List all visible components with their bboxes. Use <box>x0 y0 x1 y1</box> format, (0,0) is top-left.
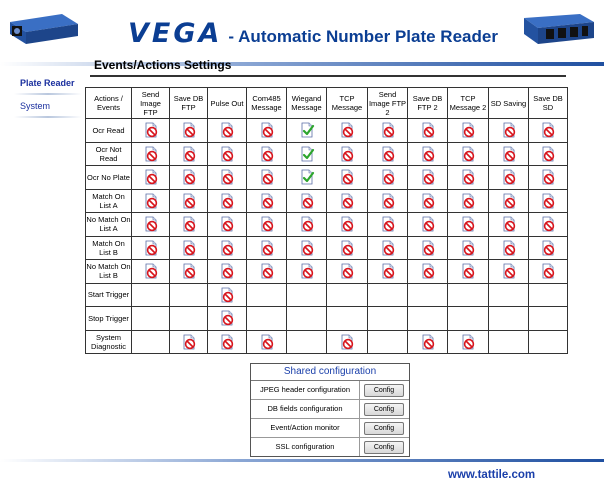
page-title: Events/Actions Settings <box>94 58 232 72</box>
table-cell <box>208 260 247 284</box>
table-cell <box>448 166 489 190</box>
disabled-document-icon[interactable] <box>299 216 315 232</box>
table-cell <box>132 166 170 190</box>
column-header-send-image-ftp: Send Image FTP <box>132 88 170 119</box>
disabled-document-icon[interactable] <box>219 263 235 279</box>
table-cell <box>408 283 448 307</box>
disabled-document-icon[interactable] <box>259 169 275 185</box>
row-label-ocr-read: Ocr Read <box>86 119 132 143</box>
disabled-document-icon[interactable] <box>501 122 517 138</box>
disabled-document-icon[interactable] <box>143 169 159 185</box>
camera-right-icon <box>518 10 598 46</box>
disabled-document-icon[interactable] <box>299 263 315 279</box>
disabled-document-icon[interactable] <box>181 169 197 185</box>
row-label-stop-trigger: Stop Trigger <box>86 307 132 331</box>
disabled-document-icon[interactable] <box>540 240 556 256</box>
enabled-document-check-icon[interactable] <box>299 146 315 162</box>
table-cell <box>170 142 208 166</box>
table-cell <box>368 119 408 143</box>
disabled-document-icon[interactable] <box>219 122 235 138</box>
config-button-jpeg-header-configuration[interactable]: Config <box>364 384 404 397</box>
table-cell <box>489 307 529 331</box>
row-label-start-trigger: Start Trigger <box>86 283 132 307</box>
table-cell <box>132 260 170 284</box>
table-cell <box>489 213 529 237</box>
disabled-document-icon[interactable] <box>339 263 355 279</box>
table-cell <box>327 236 368 260</box>
disabled-document-icon[interactable] <box>420 216 436 232</box>
column-header-save-db-sd: Save DB SD <box>529 88 568 119</box>
table-cell <box>448 213 489 237</box>
table-cell <box>287 330 327 354</box>
disabled-document-icon[interactable] <box>420 334 436 350</box>
table-cell <box>529 283 568 307</box>
table-cell <box>489 142 529 166</box>
table-cell <box>327 142 368 166</box>
row-label-no-match-on-list-a: No Match On List A <box>86 213 132 237</box>
disabled-document-icon[interactable] <box>181 263 197 279</box>
disabled-document-icon[interactable] <box>299 193 315 209</box>
disabled-document-icon[interactable] <box>501 240 517 256</box>
disabled-document-icon[interactable] <box>339 146 355 162</box>
table-cell <box>208 189 247 213</box>
config-button-db-fields-configuration[interactable]: Config <box>364 403 404 416</box>
disabled-document-icon[interactable] <box>219 146 235 162</box>
disabled-document-icon[interactable] <box>339 193 355 209</box>
table-cell <box>170 119 208 143</box>
shared-configuration-title: Shared configuration <box>251 364 409 381</box>
table-cell <box>132 330 170 354</box>
table-cell <box>448 283 489 307</box>
table-cell <box>170 236 208 260</box>
disabled-document-icon[interactable] <box>460 193 476 209</box>
shared-config-row <box>251 399 409 418</box>
table-cell <box>208 213 247 237</box>
table-cell <box>170 330 208 354</box>
table-cell <box>247 189 287 213</box>
column-header-wiegand-message: Wiegand Message <box>287 88 327 119</box>
shared-config-label: JPEG header configuration <box>251 381 360 399</box>
table-cell <box>247 283 287 307</box>
row-label-ocr-no-plate: Ocr No Plate <box>86 166 132 190</box>
events-actions-table <box>85 87 568 354</box>
table-cell <box>368 189 408 213</box>
row-label-match-on-list-b: Match On List B <box>86 236 132 260</box>
disabled-document-icon[interactable] <box>540 216 556 232</box>
disabled-document-icon[interactable] <box>219 310 235 326</box>
disabled-document-icon[interactable] <box>259 146 275 162</box>
disabled-document-icon[interactable] <box>259 240 275 256</box>
table-cell <box>529 260 568 284</box>
table-cell <box>247 260 287 284</box>
disabled-document-icon[interactable] <box>460 263 476 279</box>
table-cell <box>448 330 489 354</box>
table-cell <box>368 142 408 166</box>
table-cell <box>448 260 489 284</box>
disabled-document-icon[interactable] <box>420 146 436 162</box>
disabled-document-icon[interactable] <box>380 263 396 279</box>
header-divider <box>0 62 604 66</box>
table-cell <box>489 283 529 307</box>
table-cell <box>529 142 568 166</box>
disabled-document-icon[interactable] <box>501 263 517 279</box>
table-cell <box>448 119 489 143</box>
table-cell <box>208 330 247 354</box>
table-cell <box>489 236 529 260</box>
disabled-document-icon[interactable] <box>380 169 396 185</box>
table-cell <box>327 283 368 307</box>
disabled-document-icon[interactable] <box>181 146 197 162</box>
disabled-document-icon[interactable] <box>219 334 235 350</box>
disabled-document-icon[interactable] <box>181 122 197 138</box>
table-cell <box>529 213 568 237</box>
row-label-match-on-list-a: Match On List A <box>86 189 132 213</box>
disabled-document-icon[interactable] <box>143 193 159 209</box>
brand-logo <box>128 18 498 48</box>
column-header-sd-saving: SD Saving <box>489 88 529 119</box>
table-cell <box>368 307 408 331</box>
table-cell <box>170 260 208 284</box>
disabled-document-icon[interactable] <box>380 146 396 162</box>
table-cell <box>247 166 287 190</box>
table-cell <box>408 236 448 260</box>
shared-config-row <box>251 381 409 399</box>
table-cell <box>132 236 170 260</box>
disabled-document-icon[interactable] <box>259 263 275 279</box>
table-cell <box>327 330 368 354</box>
footer-divider <box>0 459 604 462</box>
disabled-document-icon[interactable] <box>143 146 159 162</box>
table-cell <box>408 307 448 331</box>
shared-config-label: SSL configuration <box>251 438 360 456</box>
disabled-document-icon[interactable] <box>299 240 315 256</box>
footer-website-link[interactable]: www.tattile.com <box>448 469 536 481</box>
sidebar <box>14 74 82 120</box>
disabled-document-icon[interactable] <box>501 169 517 185</box>
table-cell <box>170 307 208 331</box>
table-cell <box>368 213 408 237</box>
enabled-document-check-icon[interactable] <box>299 169 315 185</box>
disabled-document-icon[interactable] <box>143 216 159 232</box>
disabled-document-icon[interactable] <box>540 193 556 209</box>
disabled-document-icon[interactable] <box>339 169 355 185</box>
disabled-document-icon[interactable] <box>219 216 235 232</box>
disabled-document-icon[interactable] <box>420 193 436 209</box>
table-row <box>86 260 568 284</box>
disabled-document-icon[interactable] <box>339 122 355 138</box>
row-label-ocr-not-read: Ocr Not Read <box>86 142 132 166</box>
table-cell <box>287 307 327 331</box>
table-cell <box>247 307 287 331</box>
table-row <box>86 166 568 190</box>
disabled-document-icon[interactable] <box>143 122 159 138</box>
shared-config-label: Event/Action monitor <box>251 419 360 437</box>
brand-subtitle: - Automatic Number Plate Reader <box>228 27 498 46</box>
table-cell <box>287 189 327 213</box>
table-row <box>86 189 568 213</box>
disabled-document-icon[interactable] <box>460 122 476 138</box>
disabled-document-icon[interactable] <box>181 240 197 256</box>
table-cell <box>327 307 368 331</box>
disabled-document-icon[interactable] <box>501 216 517 232</box>
table-cell <box>208 142 247 166</box>
disabled-document-icon[interactable] <box>380 122 396 138</box>
disabled-document-icon[interactable] <box>460 146 476 162</box>
disabled-document-icon[interactable] <box>501 146 517 162</box>
table-cell <box>247 119 287 143</box>
disabled-document-icon[interactable] <box>460 216 476 232</box>
row-label-system-diagnostic: System Diagnostic <box>86 330 132 354</box>
column-header-tcp-message-2: TCP Message 2 <box>448 88 489 119</box>
table-cell <box>327 166 368 190</box>
table-row <box>86 307 568 331</box>
table-row <box>86 236 568 260</box>
table-header-row <box>86 88 568 119</box>
disabled-document-icon[interactable] <box>540 263 556 279</box>
table-cell <box>170 213 208 237</box>
disabled-document-icon[interactable] <box>540 146 556 162</box>
table-cell <box>327 213 368 237</box>
table-row <box>86 283 568 307</box>
table-cell <box>132 213 170 237</box>
table-cell <box>489 330 529 354</box>
table-cell <box>287 119 327 143</box>
disabled-document-icon[interactable] <box>181 193 197 209</box>
table-cell <box>327 119 368 143</box>
table-cell <box>448 236 489 260</box>
table-cell <box>408 142 448 166</box>
disabled-document-icon[interactable] <box>420 169 436 185</box>
sidebar-item-plate-reader[interactable]: Plate Reader <box>20 78 75 88</box>
disabled-document-icon[interactable] <box>259 122 275 138</box>
table-cell <box>408 119 448 143</box>
disabled-document-icon[interactable] <box>259 193 275 209</box>
table-cell <box>170 283 208 307</box>
table-cell <box>247 236 287 260</box>
table-cell <box>247 213 287 237</box>
table-cell <box>247 330 287 354</box>
enabled-document-check-icon[interactable] <box>299 122 315 138</box>
table-cell <box>132 142 170 166</box>
table-cell <box>208 166 247 190</box>
table-cell <box>132 283 170 307</box>
table-cell <box>170 166 208 190</box>
column-header-save-db-ftp-2: Save DB FTP 2 <box>408 88 448 119</box>
table-cell <box>287 236 327 260</box>
table-cell <box>529 307 568 331</box>
disabled-document-icon[interactable] <box>259 216 275 232</box>
table-cell <box>529 189 568 213</box>
table-cell <box>208 283 247 307</box>
shared-config-row <box>251 418 409 437</box>
column-header-com485-message: Com485 Message <box>247 88 287 119</box>
column-header-save-db-ftp: Save DB FTP <box>170 88 208 119</box>
disabled-document-icon[interactable] <box>219 240 235 256</box>
disabled-document-icon[interactable] <box>339 334 355 350</box>
row-label-no-match-on-list-b: No Match On List B <box>86 260 132 284</box>
disabled-document-icon[interactable] <box>259 334 275 350</box>
shared-configuration-panel <box>250 363 410 457</box>
sidebar-item-system[interactable]: System <box>20 101 51 111</box>
disabled-document-icon[interactable] <box>501 193 517 209</box>
table-cell <box>489 189 529 213</box>
table-cell <box>448 307 489 331</box>
disabled-document-icon[interactable] <box>460 334 476 350</box>
table-cell <box>408 330 448 354</box>
table-cell <box>529 119 568 143</box>
table-cell <box>489 166 529 190</box>
table-cell <box>368 330 408 354</box>
column-header-actions-events: Actions / Events <box>86 88 132 119</box>
disabled-document-icon[interactable] <box>420 263 436 279</box>
camera-left-icon <box>4 10 84 46</box>
table-cell <box>287 260 327 284</box>
disabled-document-icon[interactable] <box>143 240 159 256</box>
shared-config-label: DB fields configuration <box>251 400 360 418</box>
table-row <box>86 213 568 237</box>
disabled-document-icon[interactable] <box>420 240 436 256</box>
disabled-document-icon[interactable] <box>540 169 556 185</box>
table-cell <box>368 236 408 260</box>
table-cell <box>529 166 568 190</box>
config-button-ssl-configuration[interactable]: Config <box>364 441 404 454</box>
table-cell <box>408 213 448 237</box>
disabled-document-icon[interactable] <box>380 193 396 209</box>
disabled-document-icon[interactable] <box>339 240 355 256</box>
table-cell <box>368 260 408 284</box>
disabled-document-icon[interactable] <box>339 216 355 232</box>
table-cell <box>287 142 327 166</box>
disabled-document-icon[interactable] <box>143 263 159 279</box>
table-row <box>86 142 568 166</box>
table-cell <box>208 119 247 143</box>
disabled-document-icon[interactable] <box>219 193 235 209</box>
table-cell <box>208 307 247 331</box>
column-header-pulse-out: Pulse Out <box>208 88 247 119</box>
disabled-document-icon[interactable] <box>460 169 476 185</box>
table-cell <box>489 119 529 143</box>
table-cell <box>408 189 448 213</box>
table-cell <box>287 166 327 190</box>
disabled-document-icon[interactable] <box>181 216 197 232</box>
disabled-document-icon[interactable] <box>420 122 436 138</box>
table-cell <box>287 213 327 237</box>
brand-name: VEGA <box>128 18 223 49</box>
table-cell <box>408 166 448 190</box>
disabled-document-icon[interactable] <box>181 334 197 350</box>
table-cell <box>247 142 287 166</box>
disabled-document-icon[interactable] <box>219 169 235 185</box>
title-underline <box>90 75 566 77</box>
table-row <box>86 330 568 354</box>
sidebar-divider <box>14 116 82 118</box>
disabled-document-icon[interactable] <box>380 216 396 232</box>
table-cell <box>327 189 368 213</box>
table-cell <box>170 189 208 213</box>
column-header-send-image-ftp-2: Send Image FTP 2 <box>368 89 407 117</box>
table-cell <box>132 307 170 331</box>
table-cell <box>327 260 368 284</box>
table-cell <box>132 189 170 213</box>
disabled-document-icon[interactable] <box>460 240 476 256</box>
table-cell <box>448 142 489 166</box>
table-cell <box>208 236 247 260</box>
table-row <box>86 119 568 143</box>
config-button-event-action-monitor[interactable]: Config <box>364 422 404 435</box>
shared-config-row <box>251 437 409 456</box>
table-cell <box>489 260 529 284</box>
table-cell <box>529 236 568 260</box>
table-cell <box>132 119 170 143</box>
table-cell <box>448 189 489 213</box>
column-header-tcp-message: TCP Message <box>327 88 368 119</box>
table-cell <box>368 283 408 307</box>
sidebar-divider <box>14 93 82 95</box>
table-cell <box>529 330 568 354</box>
disabled-document-icon[interactable] <box>540 122 556 138</box>
disabled-document-icon[interactable] <box>380 240 396 256</box>
table-cell <box>368 166 408 190</box>
table-cell <box>287 283 327 307</box>
header <box>0 0 604 62</box>
table-cell <box>408 260 448 284</box>
disabled-document-icon[interactable] <box>219 287 235 303</box>
